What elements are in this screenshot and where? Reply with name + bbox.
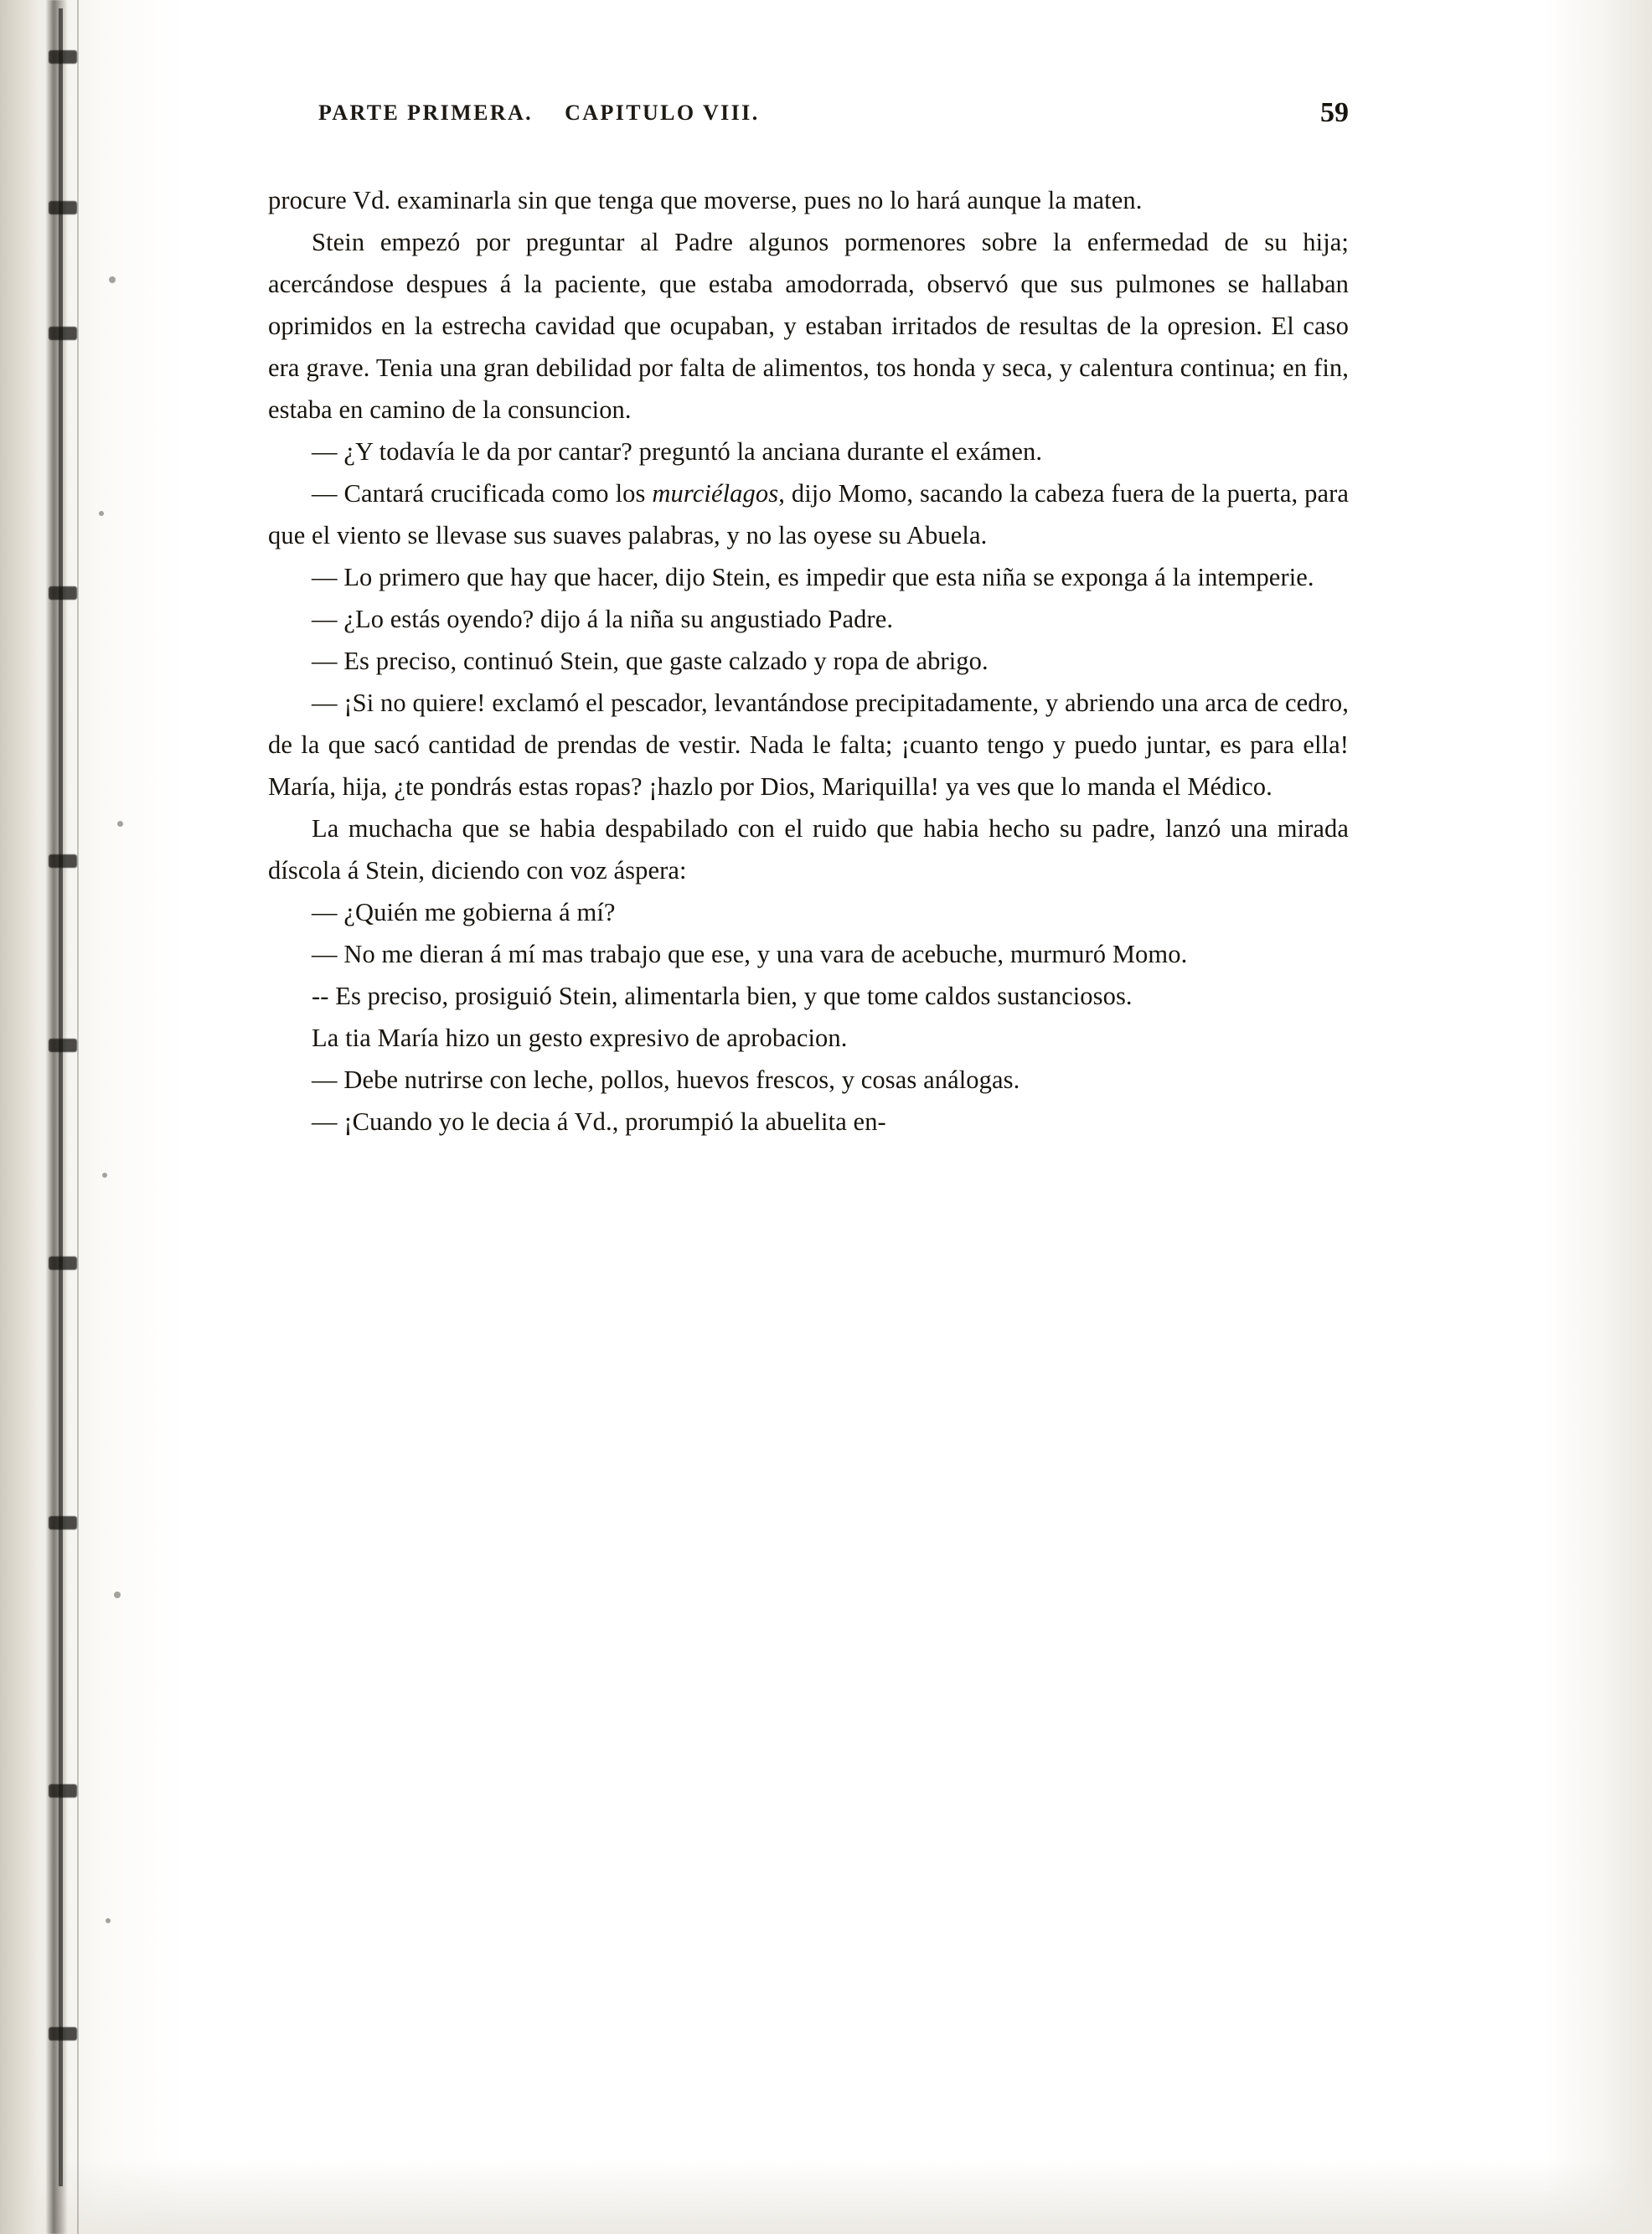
paragraph: -- Es preciso, prosiguió Stein, alimentarla bien, y que tome caldos sustanciosos. [312,982,1133,1010]
binding-stitch [49,1516,77,1530]
running-head-part: PARTE PRIMERA. [318,101,534,125]
paragraph: procure Vd. examinarla sin que tenga que moverse, pues no lo hará aunque la maten. [268,186,1143,214]
scan-speck [117,821,123,827]
binding-stitch [49,1039,77,1052]
emphasized-word: murciélagos [652,479,779,508]
scan-speck [106,1918,111,1923]
body-text [268,179,1349,1143]
paragraph: — No me dieran á mí mas trabajo que ese, y una vara de acebuche, murmuró Momo. [312,940,1188,968]
right-edge-shadow [1543,0,1652,2234]
book-gutter [0,0,151,2234]
paragraph: — ¡Cuando yo le decia á Vd., prorumpió la abuelita en- [312,1107,886,1136]
paragraph: La muchacha que se habia despabilado con el ruido que habia hecho su padre, lanzó una mirada díscola á Stein, diciendo con voz áspera: [268,814,1349,885]
paragraph: Stein empezó por preguntar al Padre algunos pormenores sobre la enfermedad de su hija; acercándose despues á la paciente, que estaba amodorrada, observó que sus pulmones se hallaban oprimidos en la estrecha cavidad que ocupaban, y estaban irritados de resultas de la opresion. El caso era grave. Tenia una gran debilidad por falta de alimentos, tos honda y seca, y calentura continua; en fin, estaba en camino de la consuncion. [268,228,1349,424]
paragraph: La tia María hizo un gesto expresivo de aprobacion. [312,1024,848,1052]
paragraph: — Debe nutrirse con leche, pollos, huevos frescos, y cosas análogas. [312,1065,1020,1094]
paragraph: — Lo primero que hay que hacer, dijo Stein, es impedir que esta niña se exponga á la intemperie. [312,563,1314,591]
scan-speck [109,276,116,283]
binding-stitch [49,201,77,214]
paragraph: — ¿Lo estás oyendo? dijo á la niña su angustiado Padre. [312,605,894,633]
binding-stitch [49,854,77,868]
paragraph: — ¿Y todavía le da por cantar? preguntó la anciana durante el exámen. [312,437,1043,466]
paragraph: — Cantará crucificada como los murciélagos, dijo Momo, sacando la cabeza fuera de la puerta, para que el viento se llevase sus suaves palabras, y no las oyese su Abuela. [268,479,1349,549]
binding-stitch [49,586,77,600]
page-edge-fray [0,0,39,2234]
binding-stitch [49,50,77,64]
binding-stitch [49,327,77,340]
scan-speck [114,1592,121,1598]
running-head [268,97,1349,151]
binding-stitch [49,2027,77,2041]
page-content [268,97,1349,1143]
page-number: 59 [1320,97,1349,128]
binding-stitch [49,1256,77,1270]
binding-stitch [49,1784,77,1798]
binding-line-secondary [77,0,79,2234]
bottom-edge-shadow [0,2159,1652,2234]
running-head-chapter: CAPITULO VIII. [565,101,760,125]
paragraph: — ¿Quién me gobierna á mí? [312,898,616,926]
scan-speck [102,1173,107,1178]
paragraph: — ¡Si no quiere! exclamó el pescador, levantándose precipitadamente, y abriendo una arca de cedro, de la que sacó cantidad de prendas de vestir. Nada le falta; ¡cuanto tengo y puedo juntar, es para ella! María, hija, ¿te pondrás estas ropas? ¡hazlo por Dios, Mariquilla! ya ves que lo manda el Médico. [268,689,1349,801]
paragraph: — Es preciso, continuó Stein, que gaste calzado y ropa de abrigo. [312,647,989,675]
scan-speck [99,511,104,516]
